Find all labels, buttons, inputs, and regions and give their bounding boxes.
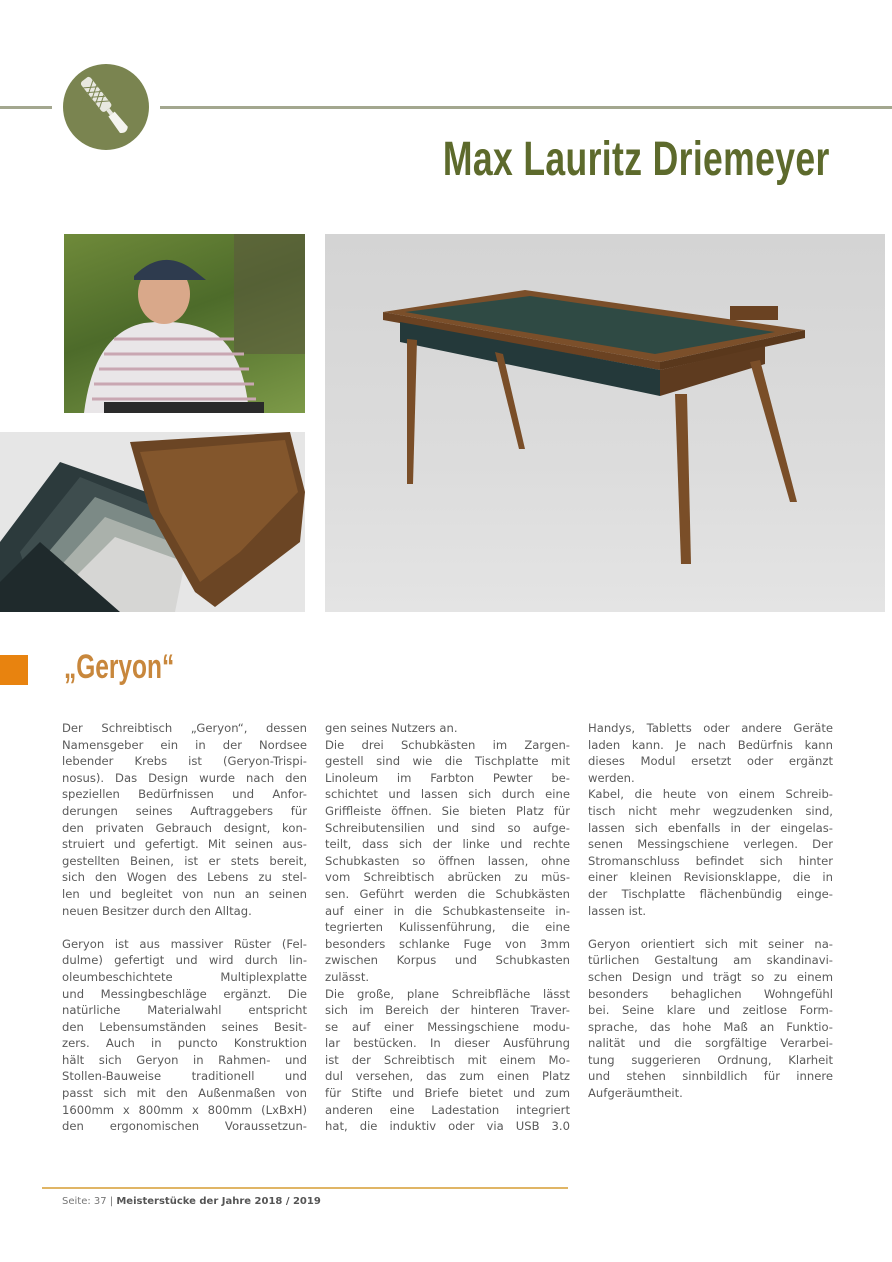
page-number: Seite: 37 | — [62, 1196, 114, 1207]
paragraph — [325, 737, 570, 986]
text-line: sich den Wogen des Lebens zu stel- — [62, 870, 307, 885]
text-line: sprache, das hohe Maß an Funktio- — [588, 1019, 833, 1034]
paragraph-gap — [62, 919, 307, 936]
text-column-2 — [325, 720, 570, 1135]
text-line: Die große, plane Schreibfläche lässt — [325, 986, 570, 1001]
page-title: Max Lauritz Driemeyer — [443, 133, 830, 186]
text-line: einer kleinen Revisionsklappe, die in — [588, 870, 833, 885]
text-line: lebender Krebs ist (Geryon-Trispi- — [62, 754, 307, 769]
text-line: senen Messingschiene verlegen. Der — [588, 837, 833, 852]
file-tool-icon — [63, 64, 149, 150]
text-line: zulässt. — [325, 969, 370, 984]
text-line: teilt, dass sich der linke und rechte — [325, 837, 570, 852]
paragraph-gap — [588, 919, 833, 936]
text-line: se auf einer Messingschiene modu- — [325, 1019, 570, 1034]
text-line: sen. Geführt werden die Schubkästen — [325, 886, 570, 901]
paragraph — [325, 720, 570, 737]
text-line: gestellten Beinen, ist er stets bereit, — [62, 853, 307, 868]
portrait-photo — [64, 234, 305, 413]
text-line: anderen eine Ladestation integriert — [325, 1102, 570, 1117]
text-line: speziellen Bedürfnissen und Anfor- — [62, 787, 307, 802]
text-line: lassen ist. — [588, 903, 647, 918]
text-column-3 — [588, 720, 833, 1102]
text-line: gestell sind wie die Tischplatte mit — [325, 754, 570, 769]
text-line: passt sich mit den Außenmaßen von — [62, 1086, 307, 1101]
text-line: ist der Schreibtisch mit einem Mo- — [325, 1052, 570, 1067]
text-line: hält sich Geryon in Rahmen- und — [62, 1052, 307, 1067]
text-line: türlichen Gestaltung am skandinavi- — [588, 953, 833, 968]
text-line: hat, die induktiv oder via USB 3.0 — [325, 1119, 570, 1134]
text-line: Namensgeber ein in der Nordsee — [62, 737, 307, 752]
text-line: gen seines Nutzers an. — [325, 721, 458, 735]
header-rule-left — [0, 106, 52, 109]
trade-badge — [63, 64, 149, 150]
text-line: derungen seines Auftraggebers für — [62, 803, 307, 818]
text-line: besonders behaglichen Wohngefühl — [588, 986, 833, 1001]
text-line: natürliche Materialwahl entspricht — [62, 1003, 307, 1018]
text-line: Stromanschluss befindet sich hinter — [588, 853, 833, 868]
text-line: und Messingbeschläge ergänzt. Die — [62, 986, 307, 1001]
text-line: vom Schreibtisch abrücken zu müs- — [325, 870, 570, 885]
text-line: Der Schreibtisch „Geryon“, dessen — [62, 721, 307, 735]
text-line: Stollen-Bauweise traditionell und — [62, 1069, 307, 1084]
text-line: Schubkasten so öffnen lassen, ohne — [325, 853, 570, 868]
text-line: für Stifte und Briefe bietet und zum — [325, 1086, 570, 1101]
text-line: bei. Seine klare und zeitlose Form- — [588, 1003, 833, 1018]
footer — [62, 1196, 321, 1207]
text-line: neuen Besitzer durch den Alltag. — [62, 903, 252, 918]
paragraph — [588, 936, 833, 1102]
paragraph — [62, 936, 307, 1135]
text-line: lar bestücken. In dieser Ausführung — [325, 1036, 570, 1051]
text-column-1 — [62, 720, 307, 1135]
text-line: Geryon orientiert sich mit seiner na- — [588, 936, 833, 951]
text-line: Griffleiste öffnen. Sie bieten Platz für — [325, 803, 570, 818]
text-line: laden kann. Je nach Bedürfnis kann — [588, 737, 833, 752]
text-line: dulme) gefertigt und wird durch lin- — [62, 953, 307, 968]
paragraph — [62, 720, 307, 919]
text-line: tisch nicht mehr wegzudenken sind, — [588, 803, 833, 818]
text-line: nalität und die sorgfältige Verarbei- — [588, 1036, 833, 1051]
text-line: werden. — [588, 770, 635, 785]
text-line: zers. Auch in puncto Konstruktion — [62, 1036, 307, 1051]
text-line: oleumbeschichtete Multiplexplatte — [62, 969, 307, 984]
text-line: Aufgeräumtheit. — [588, 1086, 683, 1101]
text-line: auf einer in die Schubkastenseite in- — [325, 903, 570, 918]
publication-title: Meisterstücke der Jahre 2018 / 2019 — [116, 1196, 321, 1207]
paragraph — [588, 720, 833, 786]
desk-photo — [325, 234, 885, 612]
text-line: Handys, Tabletts oder andere Geräte — [588, 721, 833, 735]
text-line: Schreibutensilien und sind so aufge- — [325, 820, 570, 835]
section-marker — [0, 655, 28, 685]
text-line: besonders schlanke Fuge von 3mm — [325, 936, 570, 951]
text-line: den Lebensumständen seines Besit- — [62, 1019, 307, 1034]
text-line: schen Design und trägt so zu einem — [588, 969, 833, 984]
footer-rule — [42, 1187, 568, 1189]
text-line: nosus). Das Design wurde nach den — [62, 770, 307, 785]
text-line: den ergonomischen Voraussetzun- — [62, 1119, 307, 1134]
text-line: Geryon ist aus massiver Rüster (Fel- — [62, 936, 307, 951]
text-line: len und begleitet von nun an seinen — [62, 886, 307, 901]
paragraph — [588, 786, 833, 919]
text-line: struiert und gefertigt. Mit seinen aus- — [62, 837, 307, 852]
text-line: der Tischplatte flächenbündig einge- — [588, 886, 833, 901]
text-line: dieses Modul ersetzt oder ergänzt — [588, 754, 833, 769]
text-line: und stehen sinnbildlich für innere — [588, 1069, 833, 1084]
section-title: „Geryon“ — [64, 648, 175, 686]
header-rule-right — [160, 106, 892, 109]
text-line: 1600mm x 800mm x 800mm (LxBxH) — [62, 1102, 307, 1117]
text-line: Kabel, die heute von einem Schreib- — [588, 787, 833, 802]
text-line: sich im Bereich der hinteren Traver- — [325, 1003, 570, 1018]
paragraph — [325, 986, 570, 1135]
text-line: Linoleum im Farbton Pewter be- — [325, 770, 570, 785]
text-line: schichtet und lassen sich durch eine — [325, 787, 570, 802]
text-line: dul versehen, das zum einen Platz — [325, 1069, 570, 1084]
materials-photo — [0, 432, 305, 612]
text-line: tung suggerieren Ordnung, Klarheit — [588, 1052, 833, 1067]
text-line: zwischen Korpus und Schubkasten — [325, 953, 570, 968]
text-line: tegrierten Kulissenführung, die eine — [325, 920, 570, 935]
text-line: den privaten Gebrauch designt, kon- — [62, 820, 307, 835]
text-line: lassen sich ebenfalls in der eingelas- — [588, 820, 833, 835]
text-line: Die drei Schubkästen im Zargen- — [325, 737, 570, 752]
